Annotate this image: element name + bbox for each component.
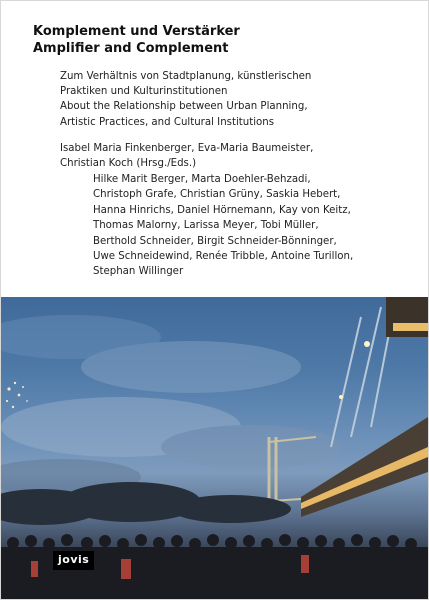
cloud-shapes xyxy=(1,315,341,495)
contributor-line: Thomas Malorny, Larissa Meyer, Tobi Müller, xyxy=(93,220,319,232)
book-subtitle xyxy=(60,69,410,130)
book-title xyxy=(33,23,240,57)
subtitle-line: About the Relationship between Urban Planning, xyxy=(60,101,308,113)
subtitle-line: Praktiken und Kulturinstitutionen xyxy=(60,86,228,98)
publisher-logo: jovis xyxy=(53,551,94,570)
title-line-german: Komplement und Verstärker xyxy=(33,24,240,39)
cover-photo xyxy=(1,297,428,599)
contributor-line: Hanna Hinrichs, Daniel Hörnemann, Kay von Keitz, xyxy=(93,204,351,216)
editor-line: Christian Koch (Hrsg./Eds.) xyxy=(60,158,197,170)
subtitle-line: Artistic Practices, and Cultural Institutions xyxy=(60,116,275,128)
editor-line: Isabel Maria Finkenberger, Eva-Maria Baumeister, xyxy=(60,143,314,154)
contributors xyxy=(93,172,423,280)
contributor-line: Stephan Willinger xyxy=(93,266,184,278)
contributor-line: Berthold Schneider, Birgit Schneider-Bönninger, xyxy=(93,235,337,247)
contributor-line: Uwe Schneidewind, Renée Tribble, Antoine Turillon, xyxy=(93,251,354,263)
cover-text-area xyxy=(1,1,428,297)
subtitle-line: Zum Verhältnis von Stadtplanung, künstlerischen xyxy=(60,71,312,82)
firework-sparkles xyxy=(6,382,28,408)
title-line-english: Amplifier and Complement xyxy=(33,41,229,56)
contributor-line: Hilke Marit Berger, Marta Doehler-Behzadi, xyxy=(93,174,311,185)
editors xyxy=(60,141,410,172)
main-bridge xyxy=(301,297,428,517)
contributor-line: Christoph Grafe, Christian Grüny, Saskia Hebert, xyxy=(93,189,341,201)
